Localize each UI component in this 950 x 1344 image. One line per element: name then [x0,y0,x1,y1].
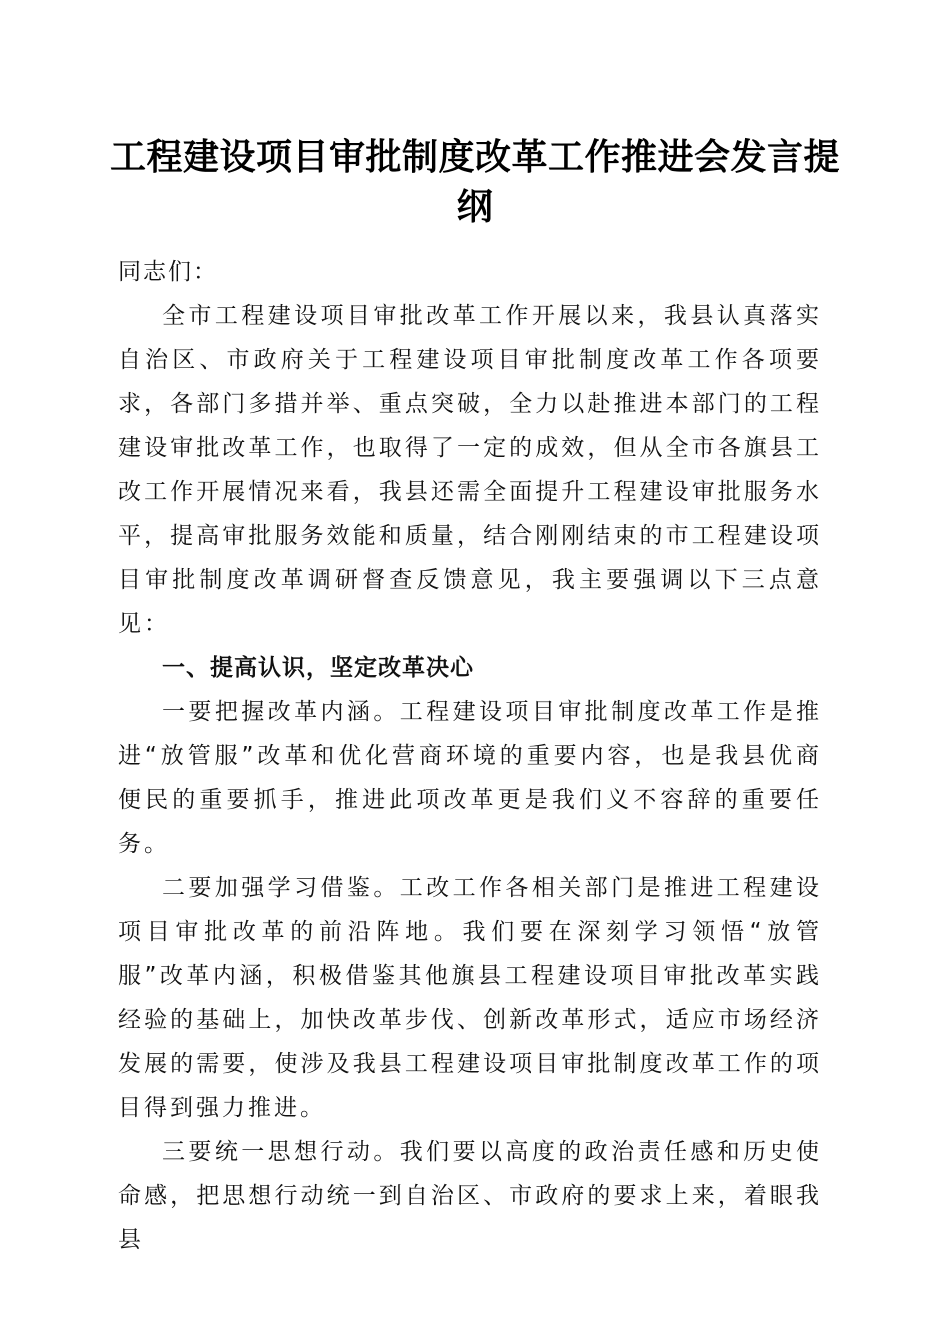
body-paragraph-3: 三要统一思想行动。我们要以高度的政治责任感和历史使命感，把思想行动统一到自治区、市政府的要求上来，着眼我县 [118,1139,822,1253]
intro-paragraph: 全市工程建设项目审批改革工作开展以来，我县认真落实自治区、市政府关于工程建设项目审批制度改革工作各项要求，各部门多措并举、重点突破，全力以赴推进本部门的工程建设审批改革工作，也取得了一定的成效，但从全市各旗县工改工作开展情况来看，我县还需全面提升工程建设审批服务水平，提高审批服务效能和质量，结合刚刚结束的市工程建设项目审批制度改革调研督查反馈意见，我主要强调以下三点意见： [118,303,822,637]
body-paragraph-1: 一要把握改革内涵。工程建设项目审批制度改革工作是推进“放管服”改革和优化营商环境的重要内容，也是我县优商便民的重要抓手，推进此项改革更是我们义不容辞的重要任务。 [118,699,822,857]
section-heading: 一、提高认识，坚定改革决心 [162,655,474,681]
document-title: 工程建设项目审批制度改革工作推进会发言提纲 [110,136,841,228]
salutation: 同志们： [118,259,218,285]
document-body [118,250,822,1262]
body-paragraph-2: 二要加强学习借鉴。工改工作各相关部门是推进工程建设项目审批改革的前沿阵地。我们要在深刻学习领悟“放管服”改革内涵，积极借鉴其他旗县工程建设项目审批改革实践经验的基础上，加快改革步伐、创新改革形式，适应市场经济发展的需要，使涉及我县工程建设项目审批制度改革工作的项目得到强力推进。 [118,875,822,1121]
